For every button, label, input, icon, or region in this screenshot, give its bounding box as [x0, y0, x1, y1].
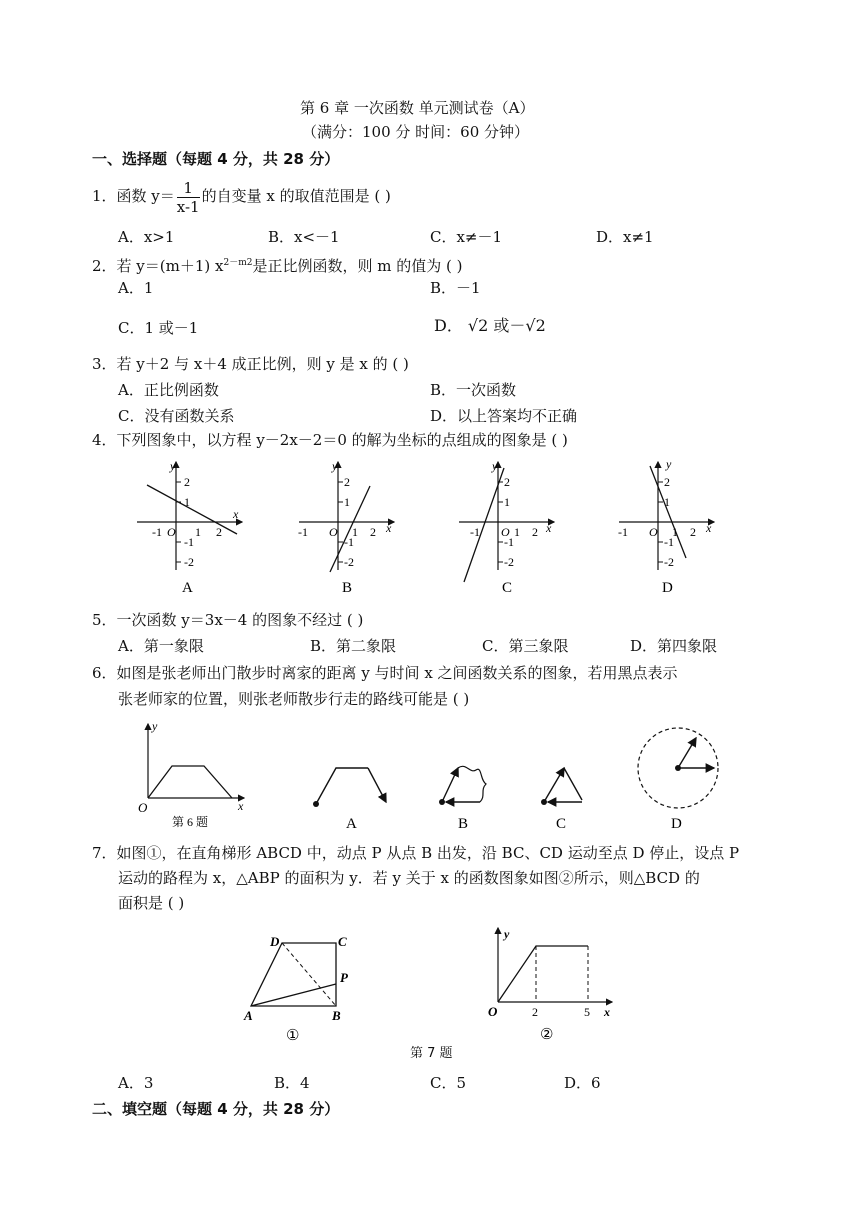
q4b-tick-y-neg2: -2 [344, 555, 354, 569]
q4a-tick-y-2: 2 [184, 475, 190, 489]
q1-fraction [177, 179, 200, 216]
q7-figure-caption: 第 7 题 [410, 1046, 453, 1061]
q7-fig2-y-label: y [504, 927, 510, 941]
q4d-tick-x-2: 2 [690, 525, 696, 539]
q4d-tick-y-neg1: -1 [664, 535, 674, 549]
q4-graph-b [294, 458, 414, 598]
q4d-x-label: x [706, 521, 712, 535]
section-heading-choice: 一、选择题（每题 4 分，共 28 分） [92, 150, 340, 168]
q4a-tick-x-1: 1 [195, 525, 201, 539]
q4b-origin: O [329, 525, 338, 539]
q1-option-c: C．x≠－1 [430, 228, 503, 246]
q4b-tick-y-neg1: -1 [344, 535, 354, 549]
q3-option-c: C．没有函数关系 [118, 407, 235, 425]
q5-option-d: D．第四象限 [630, 637, 718, 655]
q6-x-label: x [238, 799, 244, 813]
page-subtitle: （满分：100 分 时间：60 分钟） [302, 123, 530, 141]
q7-fig2-tick-2: 2 [532, 1005, 538, 1019]
page-title: 第 6 章 一次函数 单元测试卷（A） [300, 99, 535, 117]
q3-option-d: D．以上答案均不正确 [430, 407, 578, 425]
q2-prefix: 2．若 y＝(m＋1) x [92, 257, 224, 275]
q6-graph [132, 720, 262, 832]
q2-option-b: B．－1 [430, 279, 481, 297]
q4b-y-label: y [332, 459, 338, 473]
q4d-tick-y-2: 2 [664, 475, 670, 489]
q7-fig2-tick-5: 5 [584, 1005, 590, 1019]
q6-option-a-figure [308, 756, 398, 832]
q6-y-label: y [152, 719, 158, 733]
q4b-tick-y-2: 2 [344, 475, 350, 489]
q7-figure-1-label: ① [286, 1028, 300, 1044]
q4a-tick-x-2: 2 [216, 525, 222, 539]
q1-numerator: 1 [177, 179, 200, 198]
q7-fig2-origin: O [488, 1004, 498, 1019]
q4c-tick-y-neg1: -1 [504, 535, 514, 549]
q6-option-b-figure [436, 756, 506, 832]
q4c-x-label: x [546, 521, 552, 535]
q1-option-a: A．x>1 [118, 228, 175, 246]
question-5: 5．一次函数 y＝3x－4 的图象不经过 ( ) [92, 611, 364, 629]
q2-option-d: D． √2 或－√2 [434, 316, 546, 335]
q2-exponent: 2－m2 [223, 258, 253, 268]
q4-graph-c [454, 458, 574, 598]
question-6-line-1: 6．如图是张老师出门散步时离家的距离 y 与时间 x 之间函数关系的图象，若用黑点表示 [92, 664, 678, 682]
q4d-y-label: y [666, 457, 672, 471]
q6-figure-caption: 第 6 题 [172, 815, 209, 829]
q4b-tick-x-1: 1 [352, 525, 358, 539]
q5-option-b: B．第二象限 [310, 637, 397, 655]
q4c-tick-x-1: 1 [514, 525, 520, 539]
q1-option-d: D．x≠1 [596, 228, 654, 246]
q4c-tick-y-1: 1 [504, 495, 510, 509]
q4c-tick-y-neg2: -2 [504, 555, 514, 569]
q4d-origin: O [649, 525, 658, 539]
q4-graph-d [614, 458, 734, 598]
q4a-tick-y-neg2: -2 [184, 555, 194, 569]
q4a-tick-x-neg1: -1 [152, 525, 162, 539]
question-7-line-1: 7．如图①，在直角梯形 ABCD 中，动点 P 从点 B 出发，沿 BC、CD 运动至点 D 停止，设点 P [92, 844, 740, 862]
question-7-line-2: 运动的路程为 x，△ABP 的面积为 y．若 y 关于 x 的函数图象如图②所示，则△BCD 的 [118, 869, 700, 887]
q4-graph-a [132, 458, 252, 598]
q4a-origin: O [167, 525, 176, 539]
q4c-origin: O [501, 525, 510, 539]
q7-option-c: C．5 [430, 1074, 467, 1092]
q4-graph-d-label: D [662, 580, 673, 596]
q4b-tick-y-1: 1 [344, 495, 350, 509]
question-4: 4．下列图象中，以方程 y－2x－2＝0 的解为坐标的点组成的图象是 ( ) [92, 431, 568, 449]
q6-option-c-label: C [556, 816, 567, 832]
q2-suffix: 是正比例函数，则 m 的值为 ( ) [252, 257, 463, 275]
q1-prefix: 1．函数 y＝ [92, 187, 175, 205]
q6-option-a-label: A [346, 816, 357, 832]
q4c-y-label: y [492, 459, 498, 473]
q6-option-d-figure [632, 722, 722, 832]
q6-option-d-label: D [671, 816, 682, 832]
q4-graph-b-label: B [342, 580, 353, 596]
q4-graph-a-label: A [182, 580, 193, 596]
q4b-tick-x-2: 2 [370, 525, 376, 539]
q7-fig2-x-label: x [604, 1005, 610, 1019]
q7-figure-2 [484, 926, 624, 1044]
q1-denominator: x-1 [176, 197, 200, 216]
question-7-line-3: 面积是 ( ) [118, 894, 185, 912]
q4d-tick-x-1: 1 [672, 525, 678, 539]
q4a-y-label: y [170, 459, 176, 473]
q7-vertex-a: A [244, 1008, 253, 1023]
q4a-x-label: x [233, 507, 239, 521]
q5-option-a: A．第一象限 [118, 637, 204, 655]
q2-option-c: C．1 或－1 [118, 319, 199, 337]
q7-option-a: A．3 [118, 1074, 154, 1092]
q6-origin: O [138, 800, 148, 815]
question-2 [92, 253, 463, 276]
q6-option-c-figure [536, 756, 606, 832]
q5-option-c: C．第三象限 [482, 637, 569, 655]
q7-figure-1 [238, 932, 368, 1044]
q4d-tick-x-neg1: -1 [618, 525, 628, 539]
q3-option-b: B．一次函数 [430, 381, 517, 399]
q4c-tick-x-neg1: -1 [470, 525, 480, 539]
section-heading-fill: 二、填空题（每题 4 分，共 28 分） [92, 1100, 340, 1118]
q4a-tick-y-1: 1 [184, 495, 190, 509]
q4d-tick-y-1: 1 [664, 495, 670, 509]
q4b-x-label: x [386, 521, 392, 535]
q7-vertex-c: C [338, 934, 347, 949]
q3-option-a: A．正比例函数 [118, 381, 219, 399]
question-1 [92, 176, 391, 216]
q7-vertex-d: D [270, 934, 280, 949]
question-3: 3．若 y＋2 与 x＋4 成正比例，则 y 是 x 的 ( ) [92, 355, 409, 373]
q4a-tick-y-neg1: -1 [184, 535, 194, 549]
q7-option-d: D．6 [564, 1074, 601, 1092]
q6-option-b-label: B [458, 816, 469, 832]
q1-suffix: 的自变量 x 的取值范围是 ( ) [201, 187, 391, 205]
q4c-tick-y-2: 2 [504, 475, 510, 489]
q4-graph-c-label: C [502, 580, 513, 596]
q2-option-a: A．1 [118, 279, 154, 297]
q7-figure-2-label: ② [540, 1027, 554, 1043]
q7-option-b: B．4 [274, 1074, 310, 1092]
q4b-tick-x-neg1: -1 [298, 525, 308, 539]
q7-vertex-b: B [332, 1008, 341, 1023]
q4d-tick-y-neg2: -2 [664, 555, 674, 569]
q7-vertex-p: P [340, 970, 348, 985]
q4c-tick-x-2: 2 [532, 525, 538, 539]
q1-option-b: B．x<－1 [268, 228, 340, 246]
question-6-line-2: 张老师家的位置，则张老师散步行走的路线可能是 ( ) [118, 690, 470, 708]
